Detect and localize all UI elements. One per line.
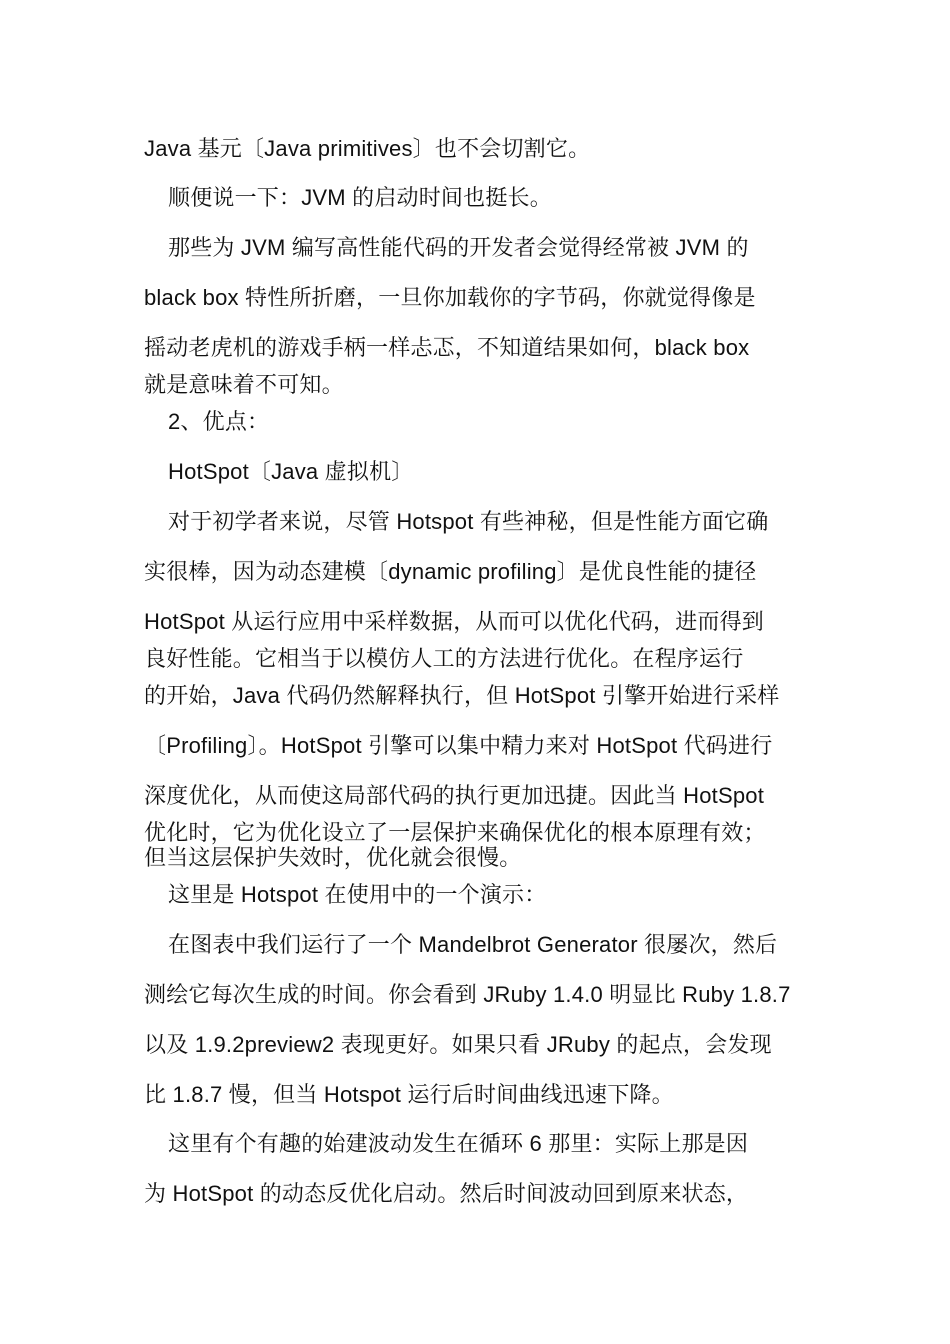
- text-line: 测绘它每次生成的时间。你会看到 JRuby 1.4.0 明显比 Ruby 1.8.7: [144, 982, 791, 1007]
- text-line: 顺便说一下：JVM 的启动时间也挺长。: [168, 185, 552, 210]
- text-line: 这里是 Hotspot 在使用中的一个演示：: [168, 882, 547, 907]
- text-line: 摇动老虎机的游戏手柄一样忐忑，不知道结果如何，black box: [144, 335, 750, 360]
- text-line: 就是意味着不可知。: [144, 372, 344, 397]
- text-line: 但当这层保护失效时，优化就会很慢。: [144, 845, 522, 870]
- text-line: 深度优化，从而使这局部代码的执行更加迅捷。因此当 HotSpot: [144, 783, 765, 808]
- text-line: black box 特性所折磨，一旦你加载你的字节码，你就觉得像是: [144, 285, 756, 310]
- text-line: 良好性能。它相当于以模仿人工的方法进行优化。在程序运行: [144, 646, 744, 671]
- text-line: 以及 1.9.2preview2 表现更好。如果只看 JRuby 的起点，会发现: [144, 1032, 772, 1057]
- text-line: HotSpot〔Java 虚拟机〕: [168, 459, 414, 484]
- text-line: Java 基元〔Java primitives〕也不会切割它。: [144, 136, 591, 161]
- text-line: 这里有个有趣的始建波动发生在循环 6 那里：实际上那是因: [168, 1131, 749, 1156]
- text-line: 那些为 JVM 编写高性能代码的开发者会觉得经常被 JVM 的: [168, 235, 749, 260]
- text-line: 的开始，Java 代码仍然解释执行，但 HotSpot 引擎开始进行采样: [144, 683, 780, 708]
- text-line: 〔Profiling〕。HotSpot 引擎可以集中精力来对 HotSpot 代码进行: [144, 733, 773, 758]
- text-line: 为 HotSpot 的动态反优化启动。然后时间波动回到原来状态，: [144, 1181, 749, 1206]
- text-line: 在图表中我们运行了一个 Mandelbrot Generator 很屡次，然后: [168, 932, 778, 957]
- section-heading: 2、优点：: [168, 409, 270, 434]
- text-line: 比 1.8.7 慢，但当 Hotspot 运行后时间曲线迅速下降。: [144, 1082, 674, 1107]
- text-line: 对于初学者来说，尽管 Hotspot 有些神秘，但是性能方面它确: [168, 509, 769, 534]
- text-line: 优化时，它为优化设立了一层保护来确保优化的根本原理有效；: [144, 820, 766, 845]
- text-line: HotSpot 从运行应用中采样数据，从而可以优化代码，进而得到: [144, 609, 765, 634]
- text-line: 实很棒，因为动态建模〔dynamic profiling〕是优良性能的捷径: [144, 559, 757, 584]
